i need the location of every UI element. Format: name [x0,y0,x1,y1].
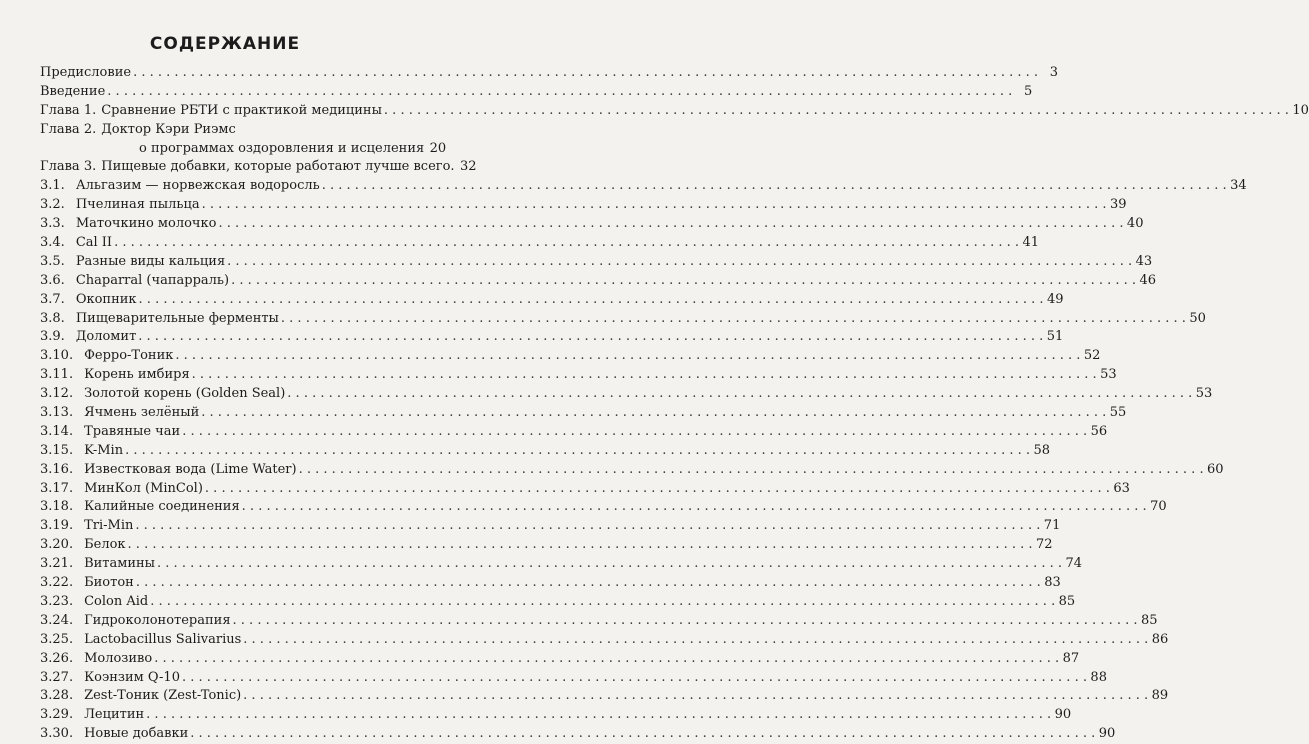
toc-entry-label: Окопник [75,291,137,307]
toc-entry-label: Ячмень зелёный [84,405,200,421]
toc-entry-number: 3.18. [40,499,74,515]
toc-entry-label: Молозиво [84,650,153,666]
page-title: СОДЕРЖАНИЕ [149,34,301,54]
toc-entry-label: о программах оздоровления и исцеления [139,140,425,156]
toc-entry [40,461,1224,480]
toc-entry-page: 72 [1035,537,1053,553]
toc-entry [40,536,1053,555]
toc-entry-number: 3.4. [40,235,65,251]
toc-entry-number: 3.13. [40,405,74,421]
toc-entry-number: Глава 1. [40,102,97,118]
toc-entry [40,366,1117,385]
toc-leader-dots [218,215,1123,234]
toc-entry-page: 83 [1044,575,1061,591]
toc-entry-page: 55 [1109,405,1127,421]
toc-leader-dots [202,196,1107,215]
toc-leader-dots [322,177,1227,196]
toc-entry-label: Травяные чаи [84,423,181,439]
toc-leader-dots [175,347,1080,366]
toc-entry-label: Lactobacillus Salivarius [84,631,242,647]
toc-entry-number: 3.3. [40,216,65,232]
toc-entry [40,404,1127,423]
toc-entry [40,517,1061,536]
toc-entry-page: 90 [1054,707,1072,723]
toc-entry [40,291,1064,310]
toc-entry-number: 3.29. [40,707,74,723]
toc-leader-dots [384,102,1289,121]
toc-leader-dots [227,253,1132,272]
toc-entry-number: Глава 3. [40,159,97,175]
toc-entry-number: 3.17. [40,480,74,496]
toc-leader-dots [125,442,1030,461]
toc-entry [40,253,1153,272]
toc-entry-number: 3.28. [40,688,74,704]
toc-leader-dots [128,536,1033,555]
toc-entry-label: Предисловие [40,65,132,80]
toc-entry-label: Пчелиная пыльца [75,197,200,213]
toc-entry [40,574,1061,593]
toc-leader-dots [107,83,1012,102]
toc-entry-page: 49 [1046,291,1064,307]
toc-entry [40,64,1059,83]
toc-entry-page: 3 [1049,65,1059,80]
toc-leader-dots [287,385,1192,404]
toc-entry-number: 3.20. [40,537,74,553]
toc-leader-dots [154,650,1059,669]
toc-entry [40,498,1167,517]
toc-entry-number: 3.26. [40,650,74,666]
toc-entry-label: Альгазим — норвежская водоросль [75,178,320,194]
toc-leader-dots [201,404,1106,423]
toc-entry-number: 3.24. [40,612,74,628]
toc-entry [40,725,1116,744]
toc-entry-number: 3.1. [40,178,65,194]
toc-entry [40,442,1051,461]
toc-entry-label: МинКол (MinCol) [84,480,203,496]
toc-entry [40,196,1127,215]
toc-entry-page: 41 [1022,235,1040,251]
toc-entry-number: 3.5. [40,253,65,269]
toc-entry-page: 10 [1292,102,1309,118]
toc-entry-number: 3.8. [40,310,65,326]
toc-entry [40,121,428,140]
toc-leader-dots [233,612,1138,631]
toc-leader-dots [192,366,1097,385]
toc-entry-page: 51 [1046,329,1064,345]
toc-entry-label: Известковая вода (Lime Water) [84,461,297,477]
toc-entry-label: Сравнение РБТИ с практикой медицины [101,102,382,118]
toc-leader-dots [281,310,1186,329]
toc-entry-page: 71 [1043,518,1061,534]
toc-entry [40,177,1247,196]
toc-entry-number: 3.22. [40,575,74,591]
toc-entry-number: 3.14. [40,423,74,439]
toc-entry [40,385,1213,404]
toc-entry [40,158,477,177]
toc-leader-dots [135,517,1040,536]
toc-leader-dots [243,631,1148,650]
toc-entry-page: 85 [1058,593,1076,609]
toc-entry [40,347,1101,366]
toc-entry-page: 89 [1151,688,1169,704]
toc-leader-dots [114,234,1019,253]
toc-entry-label: Zest-Тоник (Zest-Tonic) [84,688,242,704]
toc-entry-page: 87 [1062,650,1080,666]
toc-entry-number: 3.16. [40,461,74,477]
toc-entry-label: Доктор Кэри Риэмс [101,121,236,137]
toc-entry-number: 3.27. [40,669,74,685]
toc-leader-dots [299,461,1204,480]
toc-entry-label: Пищеварительные ферменты [75,310,279,326]
toc-entry-page: 39 [1110,197,1127,213]
toc-entry [40,593,1076,612]
toc-entry-number: 3.19. [40,518,74,534]
toc-entry [40,83,1033,102]
toc-entry [40,215,1144,234]
toc-entry-number: 3.11. [40,367,74,383]
toc-entry-label: K-Min [84,442,124,458]
toc-entry-number: 3.23. [40,593,74,609]
toc-entry [40,650,1080,669]
toc-leader-dots [231,272,1136,291]
toc-entry-page: 88 [1090,669,1107,685]
toc-leader-dots [182,669,1087,688]
toc-entry-label: Золотой корень (Golden Seal) [84,386,286,402]
toc-entry-label: Корень имбиря [84,367,190,383]
toc-entry-number: 3.9. [40,329,65,345]
toc-entry-label: Доломит [75,329,137,345]
toc-entry-label: Калийные соединения [84,499,240,515]
toc-entry-number: 3.15. [40,442,74,458]
toc-entry-page: 63 [1113,480,1130,496]
toc-entry-label: Tri-Min [84,518,134,534]
toc-entry-label: Коэнзим Q-10 [84,669,180,685]
toc-entry-page: 40 [1126,216,1144,232]
toc-entry [40,272,1157,291]
toc-leader-dots [138,328,1043,347]
toc-entry-label: Chaparral (чапарраль) [75,272,230,288]
toc-leader-dots [157,555,1062,574]
toc-entry-label: Пищевые добавки, которые работают лучше всего. [101,159,455,175]
toc-entry-number: 3.7. [40,291,65,307]
toc-entry-label: Новые добавки [84,726,189,742]
toc-entry-page: 60 [1207,461,1224,477]
toc-entry [40,706,1072,725]
toc-entry-page: 50 [1189,310,1206,326]
toc-leader-dots [243,687,1148,706]
toc-entry-page: 56 [1090,423,1108,439]
toc-entry-page: 90 [1098,726,1116,742]
toc-entry [40,687,1169,706]
toc-entry-label: Витамины [84,556,156,572]
toc-entry-label: Биотон [84,575,134,591]
toc-entry-page: 74 [1065,556,1083,572]
toc-leader-dots [205,480,1110,499]
toc-entry-label: Лецитин [84,707,145,723]
toc-leader-dots [136,574,1041,593]
toc-entry-page: 58 [1033,442,1051,458]
toc-entry [40,140,447,159]
toc-entry-number: 3.30. [40,726,74,742]
toc-leader-dots [182,423,1087,442]
toc-entry-number: 3.2. [40,197,65,213]
toc-entry [40,480,1130,499]
toc-entry-page: 34 [1230,178,1247,194]
toc-entry-label: Гидроколонотерапия [84,612,231,628]
toc-entry [40,328,1064,347]
toc-entry-label: Ферро-Тоник [84,348,174,364]
toc-entry [40,631,1169,650]
toc-entry [40,102,1309,121]
toc-entry-page: 70 [1150,499,1167,515]
toc-entry-label: Colon Aid [84,593,149,609]
table-of-contents [40,64,1309,744]
toc-entry [40,555,1083,574]
toc-entry [40,669,1107,688]
toc-entry [40,234,1040,253]
toc-entry-page: 20 [429,140,447,156]
toc-entry-page: 46 [1139,272,1157,288]
toc-entry-number: 3.25. [40,631,74,647]
toc-leader-dots [150,593,1055,612]
toc-leader-dots [139,291,1044,310]
toc-entry-label: Разные виды кальция [75,253,226,269]
toc-entry-number: 3.12. [40,386,74,402]
toc-entry-page: 53 [1195,386,1213,402]
toc-entry-label: Белок [84,537,126,553]
toc-leader-dots [190,725,1095,744]
toc-entry-page: 52 [1083,348,1101,364]
toc-entry-page: 43 [1135,253,1153,269]
toc-leader-dots [133,64,1038,83]
toc-leader-dots [146,706,1051,725]
toc-entry-number: Глава 2. [40,121,97,137]
toc-entry [40,612,1158,631]
toc-entry-number: 3.21. [40,556,74,572]
toc-entry [40,423,1108,442]
toc-entry-label: Введение [40,83,106,99]
toc-entry-page: 86 [1151,631,1169,647]
toc-entry-page: 32 [460,159,477,175]
toc-entry-page: 5 [1024,83,1033,99]
toc-entry [40,310,1206,329]
toc-entry-number: 3.6. [40,272,65,288]
toc-leader-dots [242,498,1147,517]
toc-entry-number: 3.10. [40,348,74,364]
toc-entry-page: 53 [1100,367,1117,383]
toc-entry-page: 85 [1140,612,1158,628]
toc-entry-label: Маточкино молочко [75,216,217,232]
toc-entry-label: Cal II [75,235,113,251]
